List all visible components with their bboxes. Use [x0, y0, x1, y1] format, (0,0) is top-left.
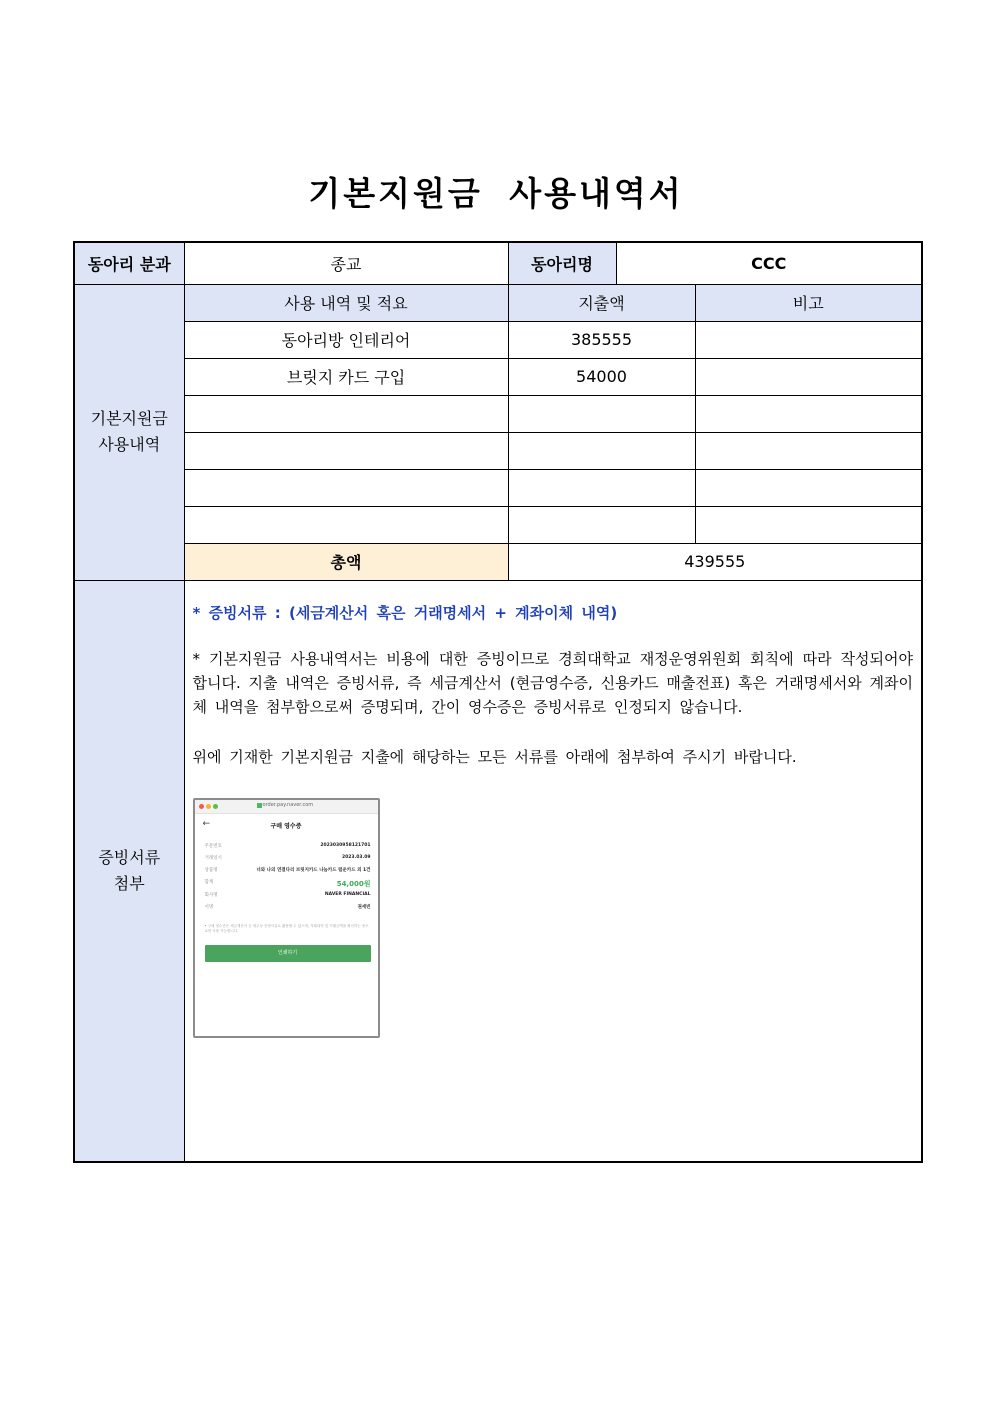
club-name-label: 동아리명	[508, 242, 616, 284]
row-description: 브릿지 카드 구입	[184, 358, 508, 395]
column-header-note: 비고	[695, 284, 922, 321]
row-amount	[508, 506, 695, 543]
table-row	[74, 432, 922, 469]
row-note	[695, 432, 922, 469]
receipt-title: 구매 영수증	[270, 822, 302, 830]
row-description	[184, 432, 508, 469]
receipt-row-value: 2023.03.09	[342, 854, 371, 860]
row-note	[695, 321, 922, 358]
usage-section-label	[74, 284, 184, 580]
close-dot-icon	[199, 804, 204, 809]
usage-section-label-line2: 사용내역	[98, 435, 161, 454]
row-amount	[508, 395, 695, 432]
back-arrow-icon: ←	[202, 818, 211, 829]
receipt-row-key: 주문번호	[204, 843, 222, 849]
row-note	[695, 395, 922, 432]
receipt-row-key: 거래일시	[204, 855, 222, 861]
receipt-row-value: 권세빈	[357, 904, 371, 910]
column-header-description: 사용 내역 및 적요	[184, 284, 508, 321]
club-category-value: 종교	[184, 242, 508, 284]
usage-section-label-line1: 기본지원금	[90, 409, 168, 428]
proof-attachment-area	[184, 580, 922, 1162]
row-description: 동아리방 인테리어	[184, 321, 508, 358]
receipt-row-key: 서명	[204, 904, 214, 910]
receipt-url: order.pay.naver.com	[262, 801, 314, 808]
proof-section-label-line2: 첨부	[113, 873, 145, 893]
minimize-dot-icon	[206, 804, 211, 809]
site-icon	[257, 803, 262, 808]
receipt-row-value: NAVER FINANCIAL	[324, 891, 371, 897]
row-amount: 385555	[508, 321, 695, 358]
proof-instructions: * 기본지원금 사용내역서는 비용에 대한 증빙이므로 경희대학교 재정운영위원회 회칙에 따라 작성되어야 합니다. 지출 내역은 증빙서류, 즉 세금계산서 (현금영수증, 신용카드 매출전표) 혹은 거래명세서와 계좌이체 내역을 첨부함으로써 증명되며, 간이 영수증은 증빙서류로 인정되지 않습니다.	[192, 649, 914, 716]
row-description	[184, 506, 508, 543]
row-note	[695, 358, 922, 395]
maximize-dot-icon	[213, 804, 218, 809]
proof-attach-request: 위에 기재한 기본지원금 지출에 해당하는 모든 서류를 아래에 첨부하여 주시기 바랍니다.	[192, 747, 797, 766]
total-value: 439555	[508, 543, 922, 580]
usage-form-table	[73, 241, 923, 1163]
proof-section-label	[74, 580, 184, 1162]
page-title: 기본지원금 사용내역서	[308, 174, 684, 213]
print-button: 인쇄하기	[205, 945, 371, 962]
table-row	[74, 358, 922, 395]
column-header-amount: 지출액	[508, 284, 695, 321]
receipt-total-amount: 54,000원	[336, 879, 371, 888]
row-amount	[508, 469, 695, 506]
row-description	[184, 395, 508, 432]
row-description	[184, 469, 508, 506]
table-row	[74, 321, 922, 358]
club-name-value: CCC	[616, 242, 922, 284]
receipt-row-value: 2023030958121701	[320, 842, 371, 848]
receipt-row-value: 너와 나의 연결다리 브릿지카드 나눔카드 럼운카드 외 1건	[256, 867, 371, 873]
receipt-screenshot	[193, 798, 380, 1038]
row-note	[695, 506, 922, 543]
row-note	[695, 469, 922, 506]
browser-bar	[195, 800, 378, 814]
table-row	[74, 469, 922, 506]
row-amount	[508, 432, 695, 469]
proof-heading: * 증빙서류 : (세금계산서 혹은 거래명세서 + 계좌이체 내역)	[192, 603, 618, 622]
table-row	[74, 395, 922, 432]
receipt-note: • 구매 영수증은 세금계산서 등 세무상 증빙서류로 활용할 수 없으며, 거래내역 및 거래금액을 확인하는 용도로만 사용 가능합니다.	[204, 923, 369, 933]
receipt-row-key: 회사명	[204, 892, 218, 898]
receipt-row-key: 상품명	[204, 867, 218, 873]
club-category-label: 동아리 분과	[74, 242, 184, 284]
table-row	[74, 506, 922, 543]
receipt-row-key: 합계	[204, 879, 214, 885]
row-amount: 54000	[508, 358, 695, 395]
proof-section-label-line1: 증빙서류	[98, 847, 161, 867]
total-label: 총액	[184, 543, 508, 580]
